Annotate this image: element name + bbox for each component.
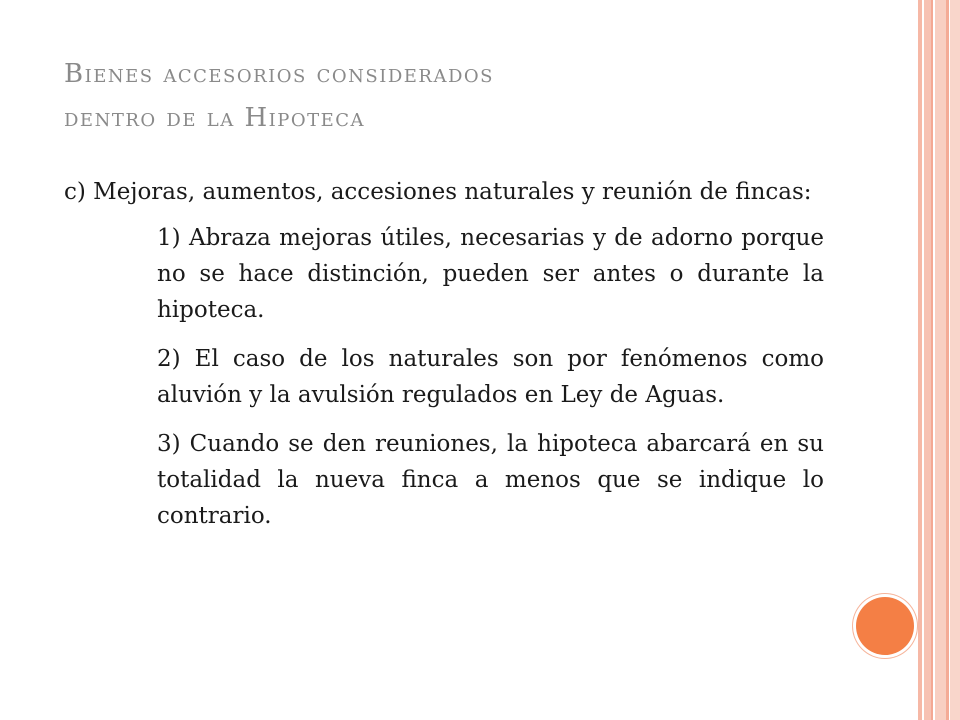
decorative-stripe — [946, 0, 949, 720]
decorative-stripe — [931, 0, 933, 720]
list-item-2: 2) El caso de los naturales son por fenómenos como aluvión y la avulsión regulados en Ley de Aguas. — [157, 346, 824, 408]
decorative-stripe — [918, 0, 922, 720]
decorative-stripe — [950, 0, 960, 720]
slide-content — [64, 174, 824, 534]
slide-title-line-2: dentro de la Hipoteca — [64, 103, 366, 133]
section-heading: c) Mejoras, aumentos, accesiones naturales y reunión de fincas: — [64, 179, 812, 205]
slide-title-line-1: Bienes accesorios considerados — [64, 59, 494, 89]
decorative-circle — [856, 597, 914, 655]
list-item-3: 3) Cuando se den reuniones, la hipoteca abarcará en su totalidad la nueva finca a menos que se indique lo contrario. — [157, 431, 824, 529]
slide-title — [64, 52, 844, 140]
decorative-stripe — [924, 0, 931, 720]
decorative-stripe — [935, 0, 946, 720]
list-item-1: 1) Abraza mejoras útiles, necesarias y de adorno porque no se hace distinción, pueden ser antes o durante la hipoteca. — [157, 225, 824, 323]
